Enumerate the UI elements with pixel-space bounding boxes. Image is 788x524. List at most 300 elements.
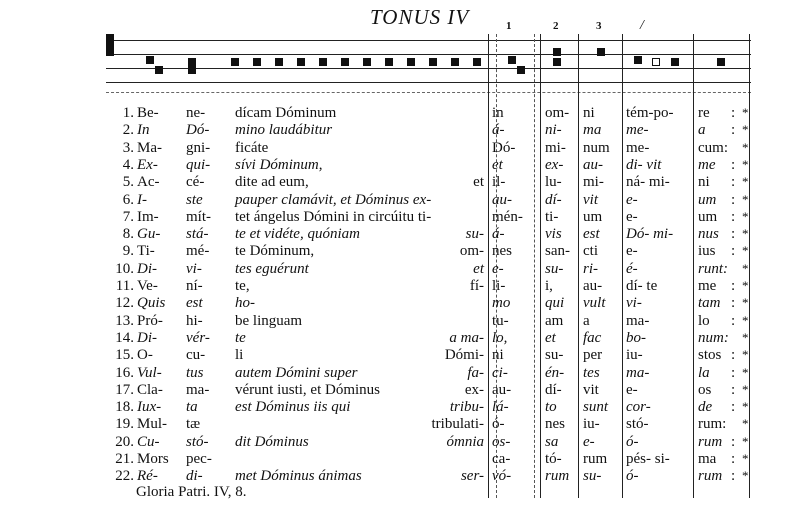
verse-syllable: lo <box>698 312 710 329</box>
verse-syllable: : <box>731 278 736 294</box>
verse-syllable: Ma- <box>137 139 162 156</box>
verse-syllable: Ve- <box>137 278 158 294</box>
verse-syllable: O- <box>137 347 153 364</box>
verse-syllable: ca- <box>492 451 511 467</box>
verse-syllable: te, <box>235 278 250 294</box>
neume-icon <box>508 56 516 64</box>
neume-icon <box>429 58 437 66</box>
verse-syllable: mít- <box>186 208 211 225</box>
neume-icon <box>553 48 561 56</box>
verse-row <box>0 329 788 347</box>
verse-syllable: mo <box>492 295 511 312</box>
verse-syllable: : <box>731 191 736 208</box>
verse-syllable: ni <box>583 105 595 121</box>
verse-syllable: Di- <box>137 329 157 346</box>
verse-number: 4. <box>122 156 134 173</box>
verse-syllable: su- <box>545 260 564 277</box>
verse-syllable: pés- si- <box>626 451 670 467</box>
verse-syllable: lá- <box>492 399 509 416</box>
verse-syllable: : <box>731 312 736 329</box>
verse-syllable: au- <box>492 381 512 398</box>
verse-syllable: ci- <box>492 364 508 381</box>
verse-syllable: Di- <box>137 260 157 277</box>
verse-number: 21. <box>115 451 134 467</box>
staff-line <box>106 40 751 41</box>
verse-syllable: me- <box>626 122 649 139</box>
verse-syllable: Ac- <box>137 174 160 191</box>
verse-syllable: au- <box>583 156 603 173</box>
verse-syllable: iu- <box>583 416 600 433</box>
neume-icon <box>231 58 239 66</box>
verse-syllable: la <box>698 364 710 381</box>
verse-syllable: mi- <box>583 174 604 191</box>
verse-syllable: ó- <box>626 433 639 450</box>
verse-syllable: met Dóminus ánimas <box>235 468 362 485</box>
verse-syllable: tribulati- <box>431 416 484 433</box>
verse-syllable: te Dóminum, <box>235 243 315 260</box>
accent-mark: / <box>640 18 644 33</box>
verse-syllable: de <box>698 399 713 416</box>
verse-syllable: vó- <box>492 468 512 485</box>
verse-syllable: cti <box>583 243 598 260</box>
verse-syllable: : <box>731 295 736 312</box>
verse-syllable: stos <box>698 347 722 364</box>
verse-syllable: stó- <box>186 433 209 450</box>
verse-syllable: Cu- <box>137 433 160 450</box>
verse-syllable: sunt <box>583 399 609 416</box>
verse-syllable: tæ <box>186 416 201 433</box>
verse-syllable: et <box>545 329 556 346</box>
verse-number: 19. <box>115 416 134 433</box>
verse-number: 13. <box>115 312 134 329</box>
verse-syllable: e- <box>626 208 638 225</box>
verse-syllable: mi- <box>545 139 566 156</box>
verse-syllable: Dó- <box>186 122 210 139</box>
verse-number: 18. <box>115 399 134 416</box>
verse-syllable: il- <box>492 174 506 191</box>
verse-syllable: qui <box>545 295 565 312</box>
verse-syllable: ni <box>698 174 710 191</box>
verse-syllable: san- <box>545 243 570 260</box>
column-number-2: 2 <box>553 20 559 32</box>
verse-syllable: su- <box>465 226 484 243</box>
neume-icon <box>297 58 305 66</box>
verse-syllable: * <box>742 122 749 138</box>
verse-syllable: ne- <box>186 105 206 121</box>
verse-syllable: et <box>473 260 484 277</box>
verse-syllable: * <box>742 329 749 345</box>
verse-row <box>0 242 788 260</box>
verse-syllable: ma- <box>626 312 650 329</box>
verse-number: 2. <box>122 122 134 139</box>
verse-syllable: tém-po- <box>626 105 674 121</box>
verse-syllable: ste <box>186 191 203 208</box>
verse-syllable: os- <box>492 433 511 450</box>
neume-icon <box>451 58 459 66</box>
verse-syllable: Quis <box>137 295 166 312</box>
neume-icon <box>188 66 196 74</box>
verse-row <box>0 312 788 330</box>
neume-icon <box>717 58 725 66</box>
verse-syllable: dí- te <box>626 278 658 294</box>
verse-syllable: tu- <box>492 312 509 329</box>
verse-syllable: dícam Dóminum <box>235 105 337 121</box>
verse-syllable: nes <box>492 243 512 260</box>
verse-syllable: e- <box>626 191 638 208</box>
verse-row <box>0 433 788 451</box>
verse-number: 12. <box>115 295 134 312</box>
verse-row <box>0 398 788 416</box>
verse-row <box>0 191 788 209</box>
verse-syllable: et <box>473 174 484 191</box>
verse-syllable: li- <box>492 278 506 294</box>
verse-syllable: hi- <box>186 312 203 329</box>
verse-syllable: lu- <box>545 174 562 191</box>
verse-number: 1. <box>122 105 134 121</box>
verse-number: 16. <box>115 364 134 381</box>
verse-syllable: um <box>698 191 717 208</box>
verse-number: 14. <box>115 329 134 346</box>
verse-syllable: rum <box>698 433 723 450</box>
verse-syllable: : <box>731 226 736 243</box>
verse-syllable: li <box>235 347 244 364</box>
verse-syllable: rum <box>545 468 570 485</box>
verse-syllable: * <box>742 174 749 190</box>
verse-syllable: au- <box>583 278 603 294</box>
neume-icon <box>407 58 415 66</box>
verse-row <box>0 104 788 122</box>
verse-row <box>0 225 788 243</box>
c-clef-icon <box>106 34 114 56</box>
neume-icon <box>597 48 605 56</box>
verse-syllable: rum <box>583 451 608 467</box>
verse-syllable: Dó- <box>492 139 516 156</box>
verse-syllable: te et vidéte, quóniam <box>235 226 360 243</box>
verse-syllable: e- <box>583 433 595 450</box>
verse-syllable: re <box>698 105 710 121</box>
neume-icon <box>146 56 154 64</box>
verse-syllable: ó- <box>626 468 639 485</box>
verse-syllable: vérunt iusti, et Dóminus <box>235 381 380 398</box>
verse-syllable: qui- <box>186 156 211 173</box>
verse-syllable: I- <box>137 191 147 208</box>
verse-syllable: tes eguérunt <box>235 260 309 277</box>
verse-syllable: á- <box>492 226 505 243</box>
verse-syllable: e- <box>626 381 638 398</box>
neume-icon <box>671 58 679 66</box>
verse-syllable: tes <box>583 364 600 381</box>
verse-syllable: ti- <box>545 208 559 225</box>
verse-syllable: nes <box>545 416 565 433</box>
verse-syllable: * <box>742 433 749 449</box>
verse-syllable: dite ad eum, <box>235 174 309 191</box>
verse-number: 17. <box>115 381 134 398</box>
neume-icon <box>188 58 196 66</box>
verse-row <box>0 277 788 295</box>
verse-syllable: * <box>742 226 749 242</box>
verse-syllable: : <box>731 122 736 139</box>
verse-syllable: : <box>731 364 736 381</box>
verse-syllable: * <box>742 451 749 466</box>
verse-syllable: * <box>742 399 749 415</box>
verse-syllable: i, <box>545 278 553 294</box>
verse-syllable: vis <box>545 226 562 243</box>
verse-syllable: iu- <box>626 347 643 364</box>
verse-syllable: fa- <box>467 364 484 381</box>
verse-row <box>0 173 788 191</box>
verse-syllable: ser- <box>460 468 484 485</box>
verse-number: 7. <box>122 208 134 225</box>
staff-line <box>106 68 751 69</box>
verse-syllable: nus <box>698 226 719 243</box>
verse-syllable: ex- <box>464 381 484 398</box>
neume-icon <box>385 58 393 66</box>
verse-row <box>0 381 788 399</box>
verse-syllable: est Dóminus iis qui <box>235 399 351 416</box>
verse-syllable: gni- <box>186 139 211 156</box>
verse-syllable: Dómi- <box>444 347 484 364</box>
verse-syllable: : <box>731 156 736 173</box>
verse-number: 3. <box>122 139 134 156</box>
neume-icon <box>634 56 642 64</box>
verse-syllable: tus <box>186 364 204 381</box>
verse-syllable: ómnia <box>446 433 484 450</box>
neume-icon <box>341 58 349 66</box>
verse-number: 22. <box>115 468 134 485</box>
verse-syllable: * <box>742 260 749 276</box>
verse-number: 9. <box>122 243 134 260</box>
verse-syllable: est <box>583 226 600 243</box>
verse-syllable: ní- <box>186 278 203 294</box>
verse-syllable: di- vit <box>626 156 662 173</box>
verse-syllable: a <box>698 122 706 139</box>
verse-syllable: pauper clamávit, et Dóminus ex- <box>235 191 432 208</box>
verse-syllable: vér- <box>186 329 210 346</box>
verse-row <box>0 450 788 468</box>
verse-syllable: ná- mi- <box>626 174 670 191</box>
verse-syllable: me <box>698 156 716 173</box>
verse-syllable: ma- <box>626 364 650 381</box>
verse-syllable: pec- <box>186 451 212 467</box>
neume-icon <box>553 58 561 66</box>
verse-syllable: cum: <box>698 139 728 156</box>
verse-syllable: e- <box>626 243 638 260</box>
verse-syllable: Mul- <box>137 416 167 433</box>
staff-line <box>106 54 751 55</box>
verse-syllable: : <box>731 399 736 416</box>
verse-syllable: su- <box>583 468 602 485</box>
verse-syllable: * <box>742 105 749 120</box>
verse-number: 5. <box>122 174 134 191</box>
verse-number: 10. <box>115 260 134 277</box>
verse-syllable: : <box>731 347 736 364</box>
verse-syllable: ma- <box>186 381 210 398</box>
verse-syllable: tó- <box>545 451 562 467</box>
verse-syllable: ma <box>698 451 717 467</box>
verse-syllable: Ex- <box>137 156 158 173</box>
verse-syllable: : <box>731 468 736 485</box>
verse-syllable: num <box>583 139 610 156</box>
verse-row <box>0 208 788 226</box>
verse-syllable: lo, <box>492 329 508 346</box>
verse-number: 20. <box>115 433 134 450</box>
verse-syllable: fí- <box>469 278 484 294</box>
verse-syllable: ta <box>186 399 198 416</box>
verse-syllable: tam <box>698 295 721 312</box>
verse-syllable: In <box>137 122 150 139</box>
verse-syllable: én- <box>545 364 565 381</box>
verse-syllable: ri- <box>583 260 598 277</box>
verse-syllable: ho- <box>235 295 255 312</box>
verse-row <box>0 139 788 157</box>
verse-syllable: stó- <box>626 416 649 433</box>
verse-syllable: cor- <box>626 399 651 416</box>
neume-icon <box>473 58 481 66</box>
neume-icon <box>155 66 163 74</box>
verse-syllable: ni <box>492 347 504 364</box>
verse-syllable: ficáte <box>235 139 269 156</box>
verse-syllable: : <box>731 174 736 191</box>
verse-syllable: Pró- <box>137 312 163 329</box>
verse-syllable: ex- <box>545 156 564 173</box>
verse-syllable: au- <box>492 191 512 208</box>
hollow-neume-icon <box>652 58 660 66</box>
verse-syllable: a <box>583 312 590 329</box>
verse-syllable: me <box>698 278 717 294</box>
verse-number: 8. <box>122 226 134 243</box>
verse-syllable: om- <box>545 105 570 121</box>
verse-syllable: Vul- <box>137 364 162 381</box>
tone-title: TONUS IV <box>370 5 470 29</box>
verse-syllable: in <box>492 105 504 121</box>
verse-syllable: um <box>583 208 603 225</box>
verse-syllable: me- <box>626 139 650 156</box>
verse-syllable: runt: <box>698 260 728 277</box>
verse-syllable: dí- <box>545 191 562 208</box>
verse-syllable: Mors <box>137 451 169 467</box>
verse-syllable: Gu- <box>137 226 161 243</box>
verse-syllable: * <box>742 312 749 328</box>
verse-syllable: cu- <box>186 347 206 364</box>
verse-syllable: : <box>731 451 736 467</box>
verse-syllable: om- <box>459 243 484 260</box>
verse-row <box>0 346 788 364</box>
verse-syllable: dit Dóminus <box>235 433 309 450</box>
neume-icon <box>319 58 327 66</box>
verse-syllable: * <box>742 139 749 155</box>
verse-number: 6. <box>122 191 134 208</box>
neume-icon <box>275 58 283 66</box>
verse-syllable: per <box>583 347 603 364</box>
verse-syllable: fac <box>583 329 602 346</box>
verse-syllable: Ti- <box>137 243 155 260</box>
verse-syllable: tet ángelus Dómini in circúitu ti- <box>235 208 432 225</box>
verse-syllable: rum: <box>698 416 727 433</box>
verse-syllable: a ma- <box>449 329 484 346</box>
column-number-1: 1 <box>506 20 512 32</box>
verse-syllable: * <box>742 364 749 380</box>
staff-line <box>106 92 751 94</box>
verse-syllable: Be- <box>137 105 159 121</box>
verse-syllable: * <box>742 295 749 311</box>
verse-syllable: e- <box>492 260 504 277</box>
verse-syllable: ius <box>698 243 716 260</box>
verse-syllable: autem Dómini super <box>235 364 358 381</box>
verse-syllable: * <box>742 347 749 363</box>
verse-syllable: ó- <box>492 416 505 433</box>
verse-syllable: di- <box>186 468 203 485</box>
verse-syllable: é- <box>626 260 638 277</box>
verse-syllable: * <box>742 416 749 432</box>
verse-syllable: Ré- <box>137 468 158 485</box>
verse-syllable: stá- <box>186 226 209 243</box>
verse-syllable: et <box>492 156 503 173</box>
verse-syllable: dí- <box>545 381 562 398</box>
verse-syllable: num: <box>698 329 729 346</box>
neume-icon <box>253 58 261 66</box>
verse-row <box>0 415 788 433</box>
verse-syllable: vi- <box>626 295 642 312</box>
staff-line <box>106 82 751 83</box>
gloria-patri-footer: Gloria Patri. IV, 8. <box>136 484 247 500</box>
verse-syllable: ni- <box>545 122 562 139</box>
verse-syllable: : <box>731 243 736 260</box>
verse-syllable: : <box>731 208 736 225</box>
verse-syllable: : <box>731 381 736 398</box>
verse-syllable: * <box>742 278 749 293</box>
verse-syllable: vit <box>583 381 599 398</box>
verse-syllable: vult <box>583 295 606 312</box>
verse-number: 15. <box>115 347 134 364</box>
verse-row <box>0 364 788 382</box>
verse-syllable: Im- <box>137 208 159 225</box>
verse-row <box>0 294 788 312</box>
verse-syllable: rum <box>698 468 723 485</box>
verse-syllable: : <box>731 105 736 121</box>
verse-syllable: cé- <box>186 174 205 191</box>
verse-syllable: * <box>742 381 749 397</box>
verse-syllable: os <box>698 381 712 398</box>
verse-syllable: am <box>545 312 564 329</box>
verse-syllable: * <box>742 191 749 207</box>
neume-icon <box>363 58 371 66</box>
verse-syllable: be linguam <box>235 312 303 329</box>
verse-syllable: ma <box>583 122 602 139</box>
verse-syllable: á- <box>492 122 505 139</box>
verse-syllable: sa <box>545 433 559 450</box>
verse-syllable: vit <box>583 191 598 208</box>
verse-row <box>0 260 788 278</box>
verse-row <box>0 121 788 139</box>
verse-syllable: est <box>186 295 203 312</box>
verse-syllable: tribu- <box>449 399 484 416</box>
verse-syllable: um <box>698 208 718 225</box>
verse-syllable: * <box>742 156 749 172</box>
verse-row <box>0 467 788 485</box>
verse-syllable: to <box>545 399 557 416</box>
verse-syllable: : <box>731 433 736 450</box>
verse-syllable: mé- <box>186 243 210 260</box>
column-number-3: 3 <box>596 20 602 32</box>
verse-syllable: bo- <box>626 329 646 346</box>
verse-syllable: Iux- <box>137 399 162 416</box>
verse-syllable: * <box>742 243 749 259</box>
verse-syllable: * <box>742 468 749 484</box>
verse-syllable: mén- <box>492 208 523 225</box>
verse-syllable: Cla- <box>137 381 163 398</box>
verse-syllable: Dó- mi- <box>626 226 674 243</box>
verse-syllable: * <box>742 208 749 224</box>
